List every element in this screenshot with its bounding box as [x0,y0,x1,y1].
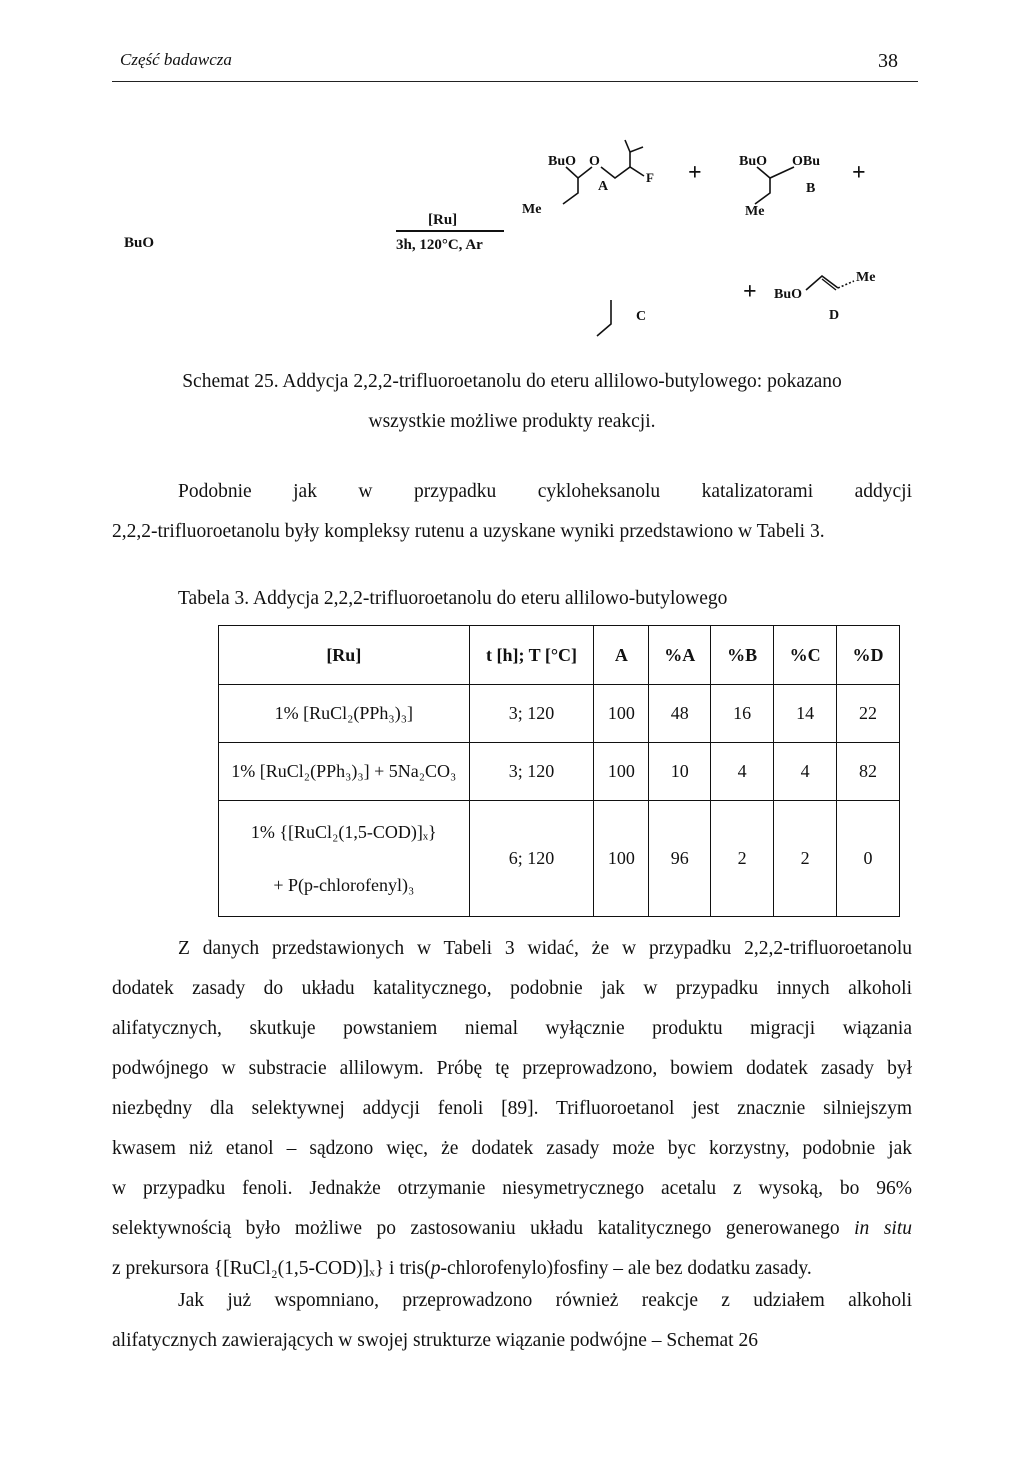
catalyst-line: + P(p-chlorofenyl)₃ [273,874,415,895]
paragraph-line: alifatycznych zawierających w swojej strukturze wiązanie podwójne – Schemat 26 [112,1330,758,1351]
conditions-cell: 6; 120 [469,801,594,917]
atom-me: Me [856,270,876,285]
results-table [218,625,900,917]
catalyst-cell: 1% [RuCl₂(PPh₃)₃] [219,685,470,743]
text-run: z prekursora {[RuCl₂(1,5-COD)]ₓ} i tris( [112,1258,431,1279]
header-cell: %A [649,626,711,685]
conditions-cell: 3; 120 [469,743,594,801]
conversion-cell: 100 [594,685,649,743]
atom-buo: BuO [774,287,803,302]
paragraph-line: alifatycznych, skutkuje powstaniem niemal wyłącznie produktu migracji wiązania [112,1018,912,1039]
product-c-label: C [636,309,647,324]
header-cell: %C [774,626,837,685]
product-c-structure [597,300,646,336]
conditions-label: 3h, 120°C, Ar [396,237,483,253]
percent-c-cell: 4 [774,743,837,801]
page-number: 38 [878,50,898,72]
reactant-label: BuO [124,235,155,251]
percent-a-cell: 48 [649,685,711,743]
product-b-label: B [806,181,816,196]
italic-text: p [430,1258,441,1279]
product-a-structure [522,140,654,217]
catalyst-line: 1% {[RuCl₂(1,5-COD)]ₓ} [250,821,437,842]
conversion-cell: 100 [594,743,649,801]
plus-sign: + [743,279,757,305]
paragraph-line: Podobnie jak w przypadku cykloheksanolu katalizatorami addycji [178,481,912,502]
header-cell: %B [711,626,774,685]
header-cell: A [594,626,649,685]
percent-c-cell: 2 [774,801,837,917]
percent-a-cell: 10 [649,743,711,801]
italic-text: in situ [854,1218,913,1239]
paragraph-line: podwójnego w substracie allilowym. Próbę tę przeprowadzono, bowiem dodatek zasady był [112,1058,912,1079]
product-a-label: A [598,179,609,194]
catalyst-cell: 1% [RuCl₂(PPh₃)₃] + 5Na₂CO₃ [219,743,470,801]
plus-sign: + [688,160,702,186]
header-cell: t [h]; T [°C] [469,626,594,685]
table-row [219,743,900,801]
paragraph-line: Z danych przedstawionych w Tabeli 3 widać, że w przypadku 2,2,2-trifluoroetanolu [178,938,912,959]
paragraph-line: Jak już wspomniano, przeprowadzono również reakcje z udziałem alkoholi [178,1290,912,1311]
header-cell: %D [837,626,900,685]
product-b-structure [739,154,820,219]
paragraph-line: 2,2,2-trifluoroetanolu były kompleksy rutenu a uzyskane wyniki przedstawiono w Tabeli 3. [112,521,825,542]
table-header-row [219,626,900,685]
percent-c-cell: 14 [774,685,837,743]
section-header: Część badawcza [120,50,232,69]
paragraph-line: w przypadku fenoli. Jednakże otrzymanie niesymetrycznego acetalu z wysoką, bo 96% [112,1178,912,1199]
plus-sign: + [852,160,866,186]
paragraph-intro [112,472,912,552]
percent-d-cell: 22 [837,685,900,743]
reaction-scheme [0,0,1024,340]
atom-me: Me [522,202,542,217]
paragraph-line [112,1209,912,1249]
percent-d-cell: 0 [837,801,900,917]
product-d-label: D [829,308,840,323]
atom-o: O [589,154,600,169]
paragraph-closing [112,1281,912,1361]
text-run: -chlorofenylo)fosfiny – ale bez dodatku zasady. [440,1258,812,1279]
percent-b-cell: 4 [711,743,774,801]
percent-b-cell: 2 [711,801,774,917]
percent-b-cell: 16 [711,685,774,743]
percent-a-cell: 96 [649,801,711,917]
scheme-caption [110,362,914,442]
paragraph-line: niezbędny dla selektywnej addycji fenoli [89]. Trifluoroetanol jest znacznie silniejszym [112,1098,912,1119]
product-d-structure [774,270,875,323]
header-cell: [Ru] [219,626,470,685]
caption-line: Schemat 25. Addycja 2,2,2-trifluoroetanolu do eteru allilowo-butylowego: pokazano [182,371,842,392]
conditions-cell: 3; 120 [469,685,594,743]
catalyst-cell [219,801,470,917]
atom-obu: OBu [792,154,821,169]
table-row [219,685,900,743]
atom-buo: BuO [739,154,768,169]
atom-me: Me [745,204,765,219]
atom-f: F [646,170,654,185]
percent-d-cell: 82 [837,743,900,801]
catalyst-label: [Ru] [428,212,458,228]
paragraph-line: kwasem niż etanol – sądzono więc, że dodatek zasady może byc korzystny, podobnie jak [112,1138,912,1159]
conversion-cell: 100 [594,801,649,917]
text-run: selektywnością było możliwe po zastosowaniu układu katalitycznego generowanego [112,1218,840,1239]
paragraph-discussion [112,929,912,1289]
table-row [219,801,900,917]
caption-line: wszystkie możliwe produkty reakcji. [368,411,656,432]
atom-buo: BuO [548,154,577,169]
paragraph-line: dodatek zasady do układu katalitycznego, podobnie jak w przypadku innych alkoholi [112,978,912,999]
table-title: Tabela 3. Addycja 2,2,2-trifluoroetanolu do eteru allilowo-butylowego [178,588,728,609]
